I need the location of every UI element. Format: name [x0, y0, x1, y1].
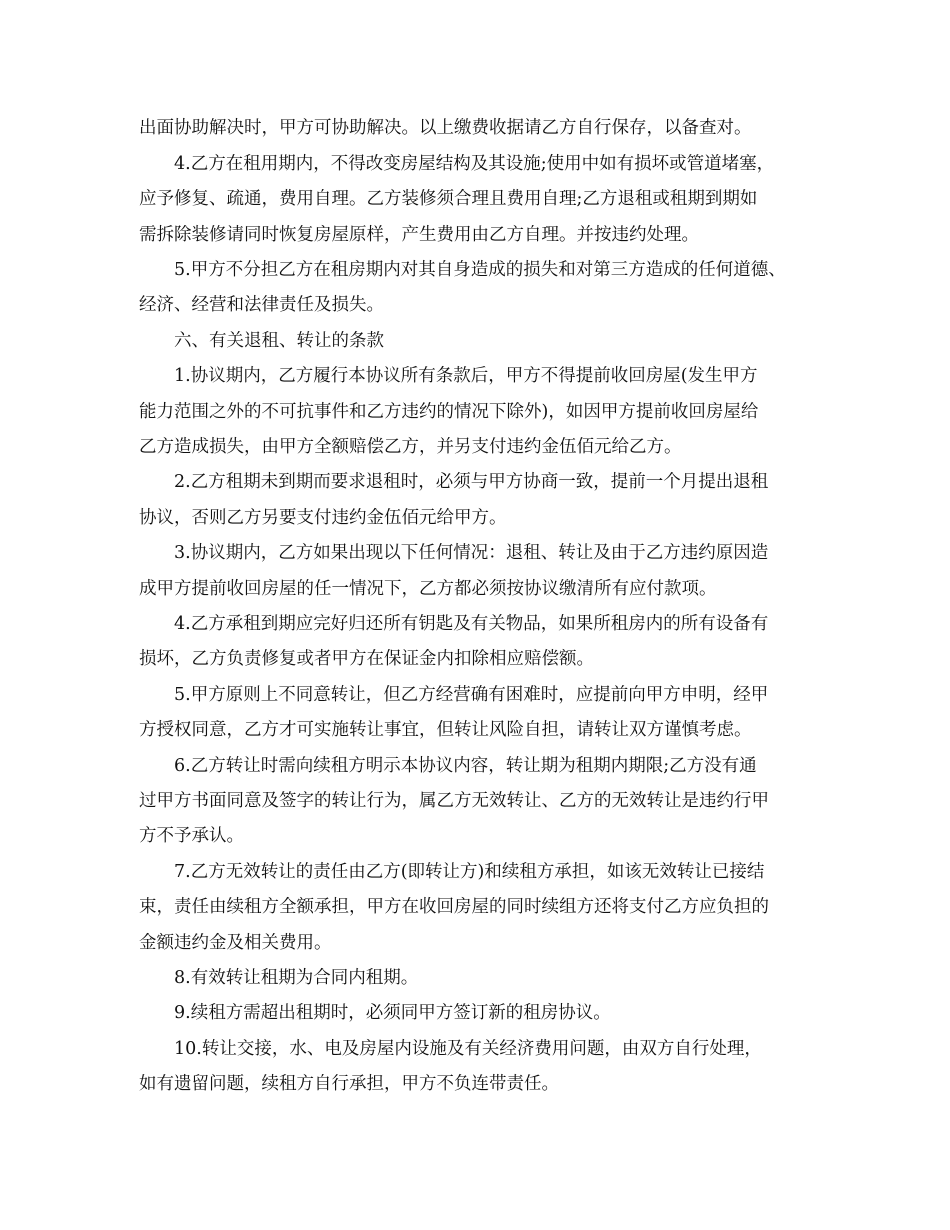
text-line: 3.协议期内，乙方如果出现以下任何情况：退租、转让及由于乙方违约原因造	[174, 543, 769, 563]
text-line: 5.甲方不分担乙方在租房期内对其自身造成的损失和对第三方造成的任何道德、	[174, 260, 786, 280]
section-heading: 六、有关退租、转让的条款	[174, 331, 384, 351]
text-line: 协议，否则乙方另要支付违约金伍佰元给甲方。	[139, 508, 507, 528]
text-line: 1.协议期内，乙方履行本协议所有条款后，甲方不得提前收回房屋(发生甲方	[174, 366, 758, 386]
text-line: 成甲方提前收回房屋的任一情况下，乙方都必须按协议缴清所有应付款项。	[139, 579, 717, 599]
text-line: 6.乙方转让时需向续租方明示本协议内容，转让期为租期内期限;乙方没有通	[174, 756, 757, 776]
text-line: 需拆除装修请同时恢复房屋原样，产生费用由乙方自理。并按违约处理。	[139, 225, 699, 245]
text-line: 应予修复、疏通，费用自理。乙方装修须合理且费用自理;乙方退租或租期到期如	[139, 189, 758, 209]
text-line: 过甲方书面同意及签字的转让行为，属乙方无效转让、乙方的无效转让是违约行甲	[139, 791, 769, 811]
text-line: 9.续租方需超出租期时，必须同甲方签订新的租房协议。	[174, 1003, 611, 1023]
text-line: 出面协助解决时，甲方可协助解决。以上缴费收据请乙方自行保存，以备查对。	[139, 118, 752, 138]
text-line: 5.甲方原则上不同意转让，但乙方经营确有困难时，应提前向甲方申明，经甲	[174, 685, 769, 705]
text-line: 乙方造成损失，由甲方全额赔偿乙方，并另支付违约金伍佰元给乙方。	[139, 437, 682, 457]
text-line: 方不予承认。	[139, 826, 244, 846]
text-line: 方授权同意，乙方才可实施转让事宜，但转让风险自担，请转让双方谨慎考虑。	[139, 720, 752, 740]
text-line: 损坏，乙方负责修复或者甲方在保证金内扣除相应赔偿额。	[139, 649, 594, 669]
text-line: 金额违约金及相关费用。	[139, 933, 332, 953]
text-line: 7.乙方无效转让的责任由乙方(即转让方)和续租方承担，如该无效转让已接结	[174, 862, 765, 882]
text-line: 4.乙方在租用期内，不得改变房屋结构及其设施;使用中如有损坏或管道堵塞，	[174, 154, 775, 174]
text-line: 束，责任由续租方全额承担，甲方在收回房屋的同时续组方还将支付乙方应负担的	[139, 897, 769, 917]
text-line: 8.有效转让租期为合同内租期。	[174, 968, 419, 988]
text-line: 2.乙方租期未到期而要求退租时，必须与甲方协商一致，提前一个月提出退租	[174, 472, 769, 492]
text-line: 经济、经营和法律责任及损失。	[139, 295, 384, 315]
text-line: 如有遗留问题，续租方自行承担，甲方不负连带责任。	[139, 1074, 559, 1094]
text-line: 10.转让交接，水、电及房屋内设施及有关经济费用问题，由双方自行处理，	[174, 1039, 762, 1059]
text-line: 能力范围之外的不可抗事件和乙方违约的情况下除外)，如因甲方提前收回房屋给	[139, 402, 759, 422]
text-line: 4.乙方承租到期应完好归还所有钥匙及有关物品，如果所租房内的所有设备有	[174, 614, 769, 634]
